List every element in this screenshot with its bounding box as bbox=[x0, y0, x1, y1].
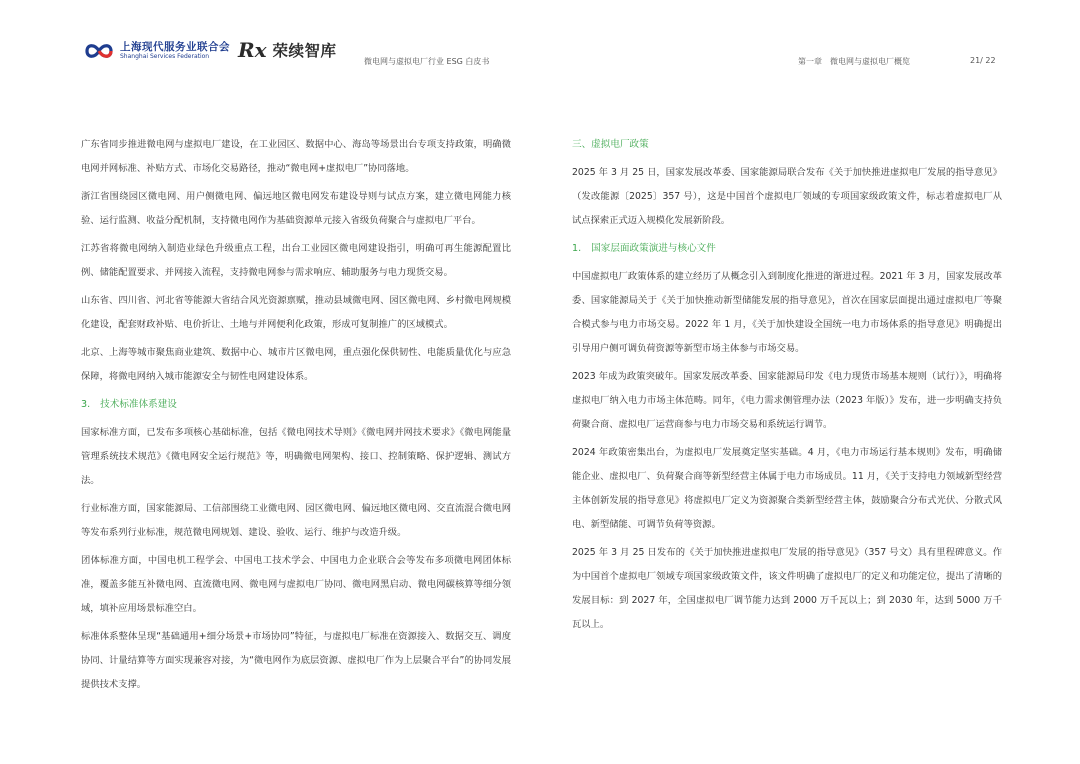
brand-name: 荣续智库 bbox=[272, 42, 337, 60]
ssf-logo-icon bbox=[84, 40, 114, 62]
paragraph: 团体标准方面，中国电机工程学会、中国电工技术学会、中国电力企业联合会等发布多项微电网团体标准，覆盖多能互补微电网、直流微电网、微电网与虚拟电厂协同、微电网黑启动、微电网碳核算等细分领域，填补应用场景标准空白。 bbox=[81, 555, 511, 614]
page-number: 21/ 22 bbox=[970, 56, 996, 65]
left-column bbox=[81, 133, 511, 701]
paragraph: 北京、上海等城市聚焦商业建筑、数据中心、城市片区微电网，重点强化保供韧性、电能质量优化与应急保障，将微电网纳入城市能源安全与韧性电网建设体系。 bbox=[81, 347, 511, 382]
paragraph: 中国虚拟电厂政策体系的建立经历了从概念引入到制度化推进的渐进过程。2021 年 3 月，国家发展改革委、国家能源局关于《关于加快推动新型储能发展的指导意见》，首次在国家层面提出通过虚拟电厂等聚合模式参与电力市场交易。2022 年 1 月，《关于加快建设全国统一电力市场体系的指导意见》明确提出引导用户侧可调负荷资源等新型市场主体参与市场交易。 bbox=[572, 271, 1002, 354]
paragraph: 2024 年政策密集出台，为虚拟电厂发展奠定坚实基础。4 月，《电力市场运行基本规则》发布，明确储能企业、虚拟电厂、负荷聚合商等新型经营主体属于电力市场成员。11 月，《关于支持电力领域新型经营主体创新发展的指导意见》将虚拟电厂定义为资源聚合类新型经营主体，鼓励聚合分布式光伏、分散式风电、新型储能、可调节负荷等资源。 bbox=[572, 447, 1002, 530]
paragraph: 2025 年 3 月 25 日发布的《关于加快推进虚拟电厂发展的指导意见》（357 号文）具有里程碑意义。作为中国首个虚拟电厂领域专项国家级政策文件，该文件明确了虚拟电厂的定义和功能定位，提出了清晰的发展目标：到 2027 年，全国虚拟电厂调节能力达到 2000 万千瓦以上；到 2030 年，达到 5000 万千瓦以上。 bbox=[572, 547, 1002, 630]
paragraph: 江苏省将微电网纳入制造业绿色升级重点工程，出台工业园区微电网建设指引，明确可再生能源配置比例、储能配置要求、并网接入流程，支持微电网参与需求响应、辅助服务与电力现货交易。 bbox=[81, 243, 511, 278]
section-heading-text: 国家层面政策演进与核心文件 bbox=[591, 243, 716, 254]
paragraph: 浙江省围绕园区微电网、用户侧微电网、偏远地区微电网发布建设导则与试点方案，建立微电网能力核验、运行监测、收益分配机制，支持微电网作为基础资源单元接入省级负荷聚合与虚拟电厂平台。 bbox=[81, 191, 511, 226]
org-name-cn: 上海现代服务业联合会 bbox=[120, 40, 230, 53]
section-number: 3. bbox=[81, 399, 91, 410]
section-heading bbox=[81, 393, 511, 417]
paragraph: 2025 年 3 月 25 日，国家发展改革委、国家能源局联合发布《关于加快推进虚拟电厂发展的指导意见》（发改能源〔2025〕357 号），这是中国首个虚拟电厂领域的专项国家级政策文件，标志着虚拟电厂从试点探索正式迈入规模化发展新阶段。 bbox=[572, 167, 1002, 226]
paragraph: 山东省、四川省、河北省等能源大省结合风光资源禀赋，推动县域微电网、园区微电网、乡村微电网规模化建设，配套财政补贴、电价折让、土地与并网便利化政策，形成可复制推广的区域模式。 bbox=[81, 295, 511, 330]
paragraph: 标准体系整体呈现“基础通用+细分场景+市场协同”特征，与虚拟电厂标准在资源接入、数据交互、调度协同、计量结算等方面实现兼容对接，为“微电网作为底层资源、虚拟电厂作为上层聚合平台”的协同发展提供技术支撑。 bbox=[81, 631, 511, 690]
document-title: 微电网与虚拟电厂行业 ESG 白皮书 bbox=[364, 57, 490, 66]
ssf-logo bbox=[84, 40, 230, 62]
paragraph: 国家标准方面，已发布多项核心基础标准，包括《微电网技术导则》《微电网并网技术要求》《微电网能量管理系统技术规范》《微电网安全运行规范》等，明确微电网架构、接口、控制策略、保护逻辑、测试方法。 bbox=[81, 427, 511, 486]
chapter-title: 第一章 微电网与虚拟电厂概览 bbox=[798, 57, 910, 66]
paragraph: 广东省同步推进微电网与虚拟电厂建设，在工业园区、数据中心、海岛等场景出台专项支持政策，明确微电网并网标准、补贴方式、市场化交易路径，推动“微电网+虚拟电厂”协同落地。 bbox=[81, 139, 511, 174]
org-name-en: Shanghai Services Federation bbox=[120, 53, 210, 61]
paragraph: 2023 年成为政策突破年。国家发展改革委、国家能源局印发《电力现货市场基本规则（试行）》，明确将虚拟电厂纳入电力市场主体范畴。同年，《电力需求侧管理办法（2023 年版）》发布，进一步明确支持负荷聚合商、虚拟电厂运营商参与电力市场交易和系统运行调节。 bbox=[572, 371, 1002, 430]
paragraph: 行业标准方面，国家能源局、工信部围绕工业微电网、园区微电网、偏远地区微电网、交直流混合微电网等发布系列行业标准，规范微电网规划、建设、验收、运行、维护与改造升级。 bbox=[81, 503, 511, 538]
section-number: 1. bbox=[572, 243, 582, 254]
chapter-section-heading: 三、虚拟电厂政策 bbox=[572, 139, 649, 150]
right-column bbox=[572, 133, 1002, 641]
section-heading bbox=[572, 237, 1002, 261]
brand-logo bbox=[238, 38, 337, 62]
brand-mark: Rx bbox=[238, 38, 267, 62]
section-heading-text: 技术标准体系建设 bbox=[100, 399, 177, 410]
page-header bbox=[0, 0, 1080, 90]
